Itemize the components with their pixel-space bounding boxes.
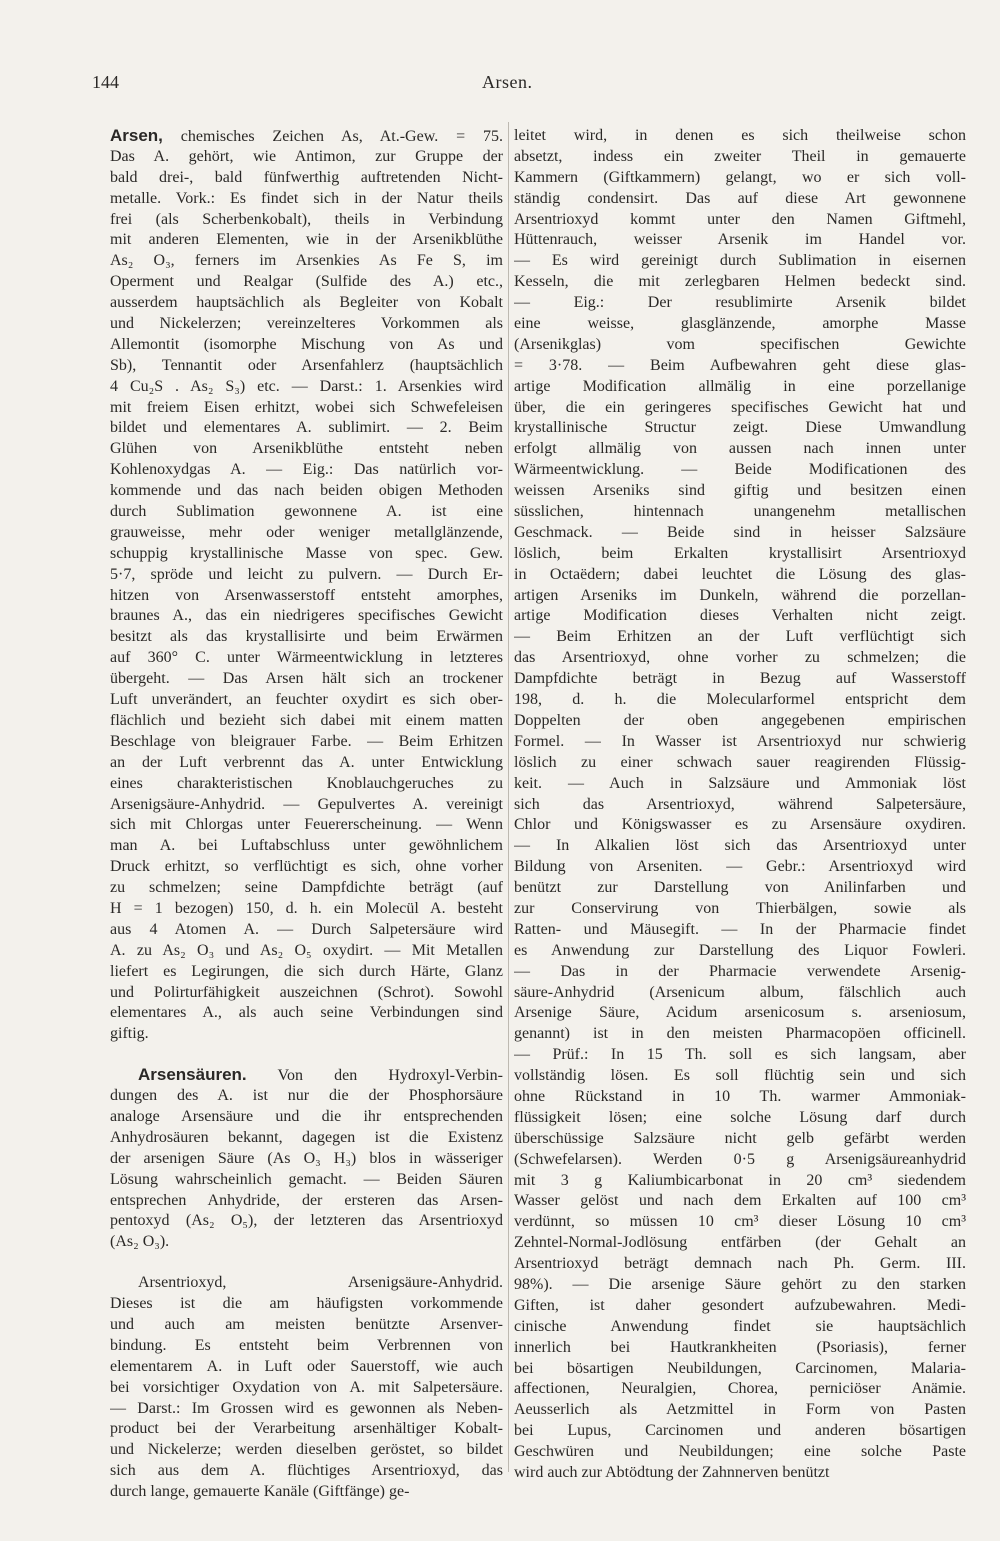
text-line: Das A. gehört, wie Antimon, zur Gruppe der <box>110 147 503 165</box>
text-line <box>110 126 503 147</box>
page-header <box>92 72 960 102</box>
text-line: und auch am meisten benützte Arsenver- <box>110 1315 503 1333</box>
text-line: hitzen von Arsenwasserstoff entsteht amorphes, <box>110 586 503 604</box>
text-line: (Schwefelarsen). Werden 0·5 g Arsenigsäureanhydrid <box>514 1150 966 1168</box>
text-line: flüssigkeit lösen; eine solche Lösung darf durch <box>514 1108 966 1126</box>
text-line: pentoxyd (As₂ O₅), der letzteren das Arsentrioxyd <box>110 1212 503 1230</box>
entry-headword: Arsen, <box>110 126 163 145</box>
text-line: absetzt, indess ein zweiter Theil in gemauerte <box>514 147 966 165</box>
text-line: mit freiem Eisen erhitzt, wobei sich Schwefeleisen <box>110 398 503 416</box>
text-line: weissen Arseniks sind giftig und besitzen einen <box>514 482 966 500</box>
text-line: löslich, beim Erkalten krystallisirt Arsentrioxyd <box>514 544 966 562</box>
text-line: Luft unverändert, an feuchter oxydirt es sich ober- <box>110 691 503 709</box>
entry-arsensaeuren <box>110 1065 503 1253</box>
text-line: Arsenigsäure-Anhydrid. — Gepulvertes A. vereinigt <box>110 795 503 813</box>
text-line: — In Alkalien löst sich das Arsentrioxyd unter <box>514 837 966 855</box>
text-line: As₂ O₃, ferners im Arsenkies As Fe S, im <box>110 252 503 270</box>
text-line: elementarem A. in Luft oder Sauerstoff, wie auch <box>110 1357 503 1375</box>
text-line: Arsentrioxyd kommt unter den Namen Giftmehl, <box>514 210 966 228</box>
text-line: product bei der Verarbeitung arsenhältiger Kobalt- <box>110 1420 503 1438</box>
entry-gap <box>110 1253 503 1273</box>
text-line: erfolgt allmälig von aussen nach innen unter <box>514 440 966 458</box>
text-line: cinische Anwendung findet sie hauptsächlich <box>514 1317 966 1335</box>
text-line: frei (als Scherbenkobalt), theils in Verbindung <box>110 210 503 228</box>
text-line: löslich zu einer schwach sauer reagirenden Flüssig- <box>514 753 966 771</box>
running-head: Arsen. <box>482 72 533 92</box>
text-line: artige Modification allmälig in eine porzellanige <box>514 377 966 395</box>
entry-arsentrioxyd <box>110 1273 503 1503</box>
text-line: schuppig krystallinische Masse von spec. Gew. <box>110 544 503 562</box>
text-line: und Polirturfähigkeit auszeichnen (Schrot). Sowohl <box>110 983 503 1001</box>
text-line: man A. bei Luftabschluss unter gewöhnlichem <box>110 837 503 855</box>
text-line: (Arsenikglas) vom specifischen Gewichte <box>514 335 966 353</box>
text-line: Lösung wahrscheinlich gemacht. — Beiden Säuren <box>110 1170 503 1188</box>
text-line: = 3·78. — Beim Aufbewahren geht diese glas- <box>514 356 966 374</box>
text-line: bei bösartigen Neubildungen, Carcinomen, Malaria- <box>514 1359 966 1377</box>
text-line: giftig. <box>110 1025 149 1043</box>
text-line: ohne Rückstand in 10 Th. warmer Ammoniak- <box>514 1087 966 1105</box>
line-text: chemisches Zeichen As, At.-Gew. = 75. <box>162 128 503 145</box>
text-line: — Das in der Pharmacie verwendete Arsenig- <box>514 962 966 980</box>
text-line: aus 4 Atomen A. — Durch Salpetersäure wird <box>110 920 503 938</box>
text-line: das Arsentrioxyd, ohne vorher zu schmelzen; die <box>514 649 966 667</box>
text-line: ausserdem hauptsächlich als Begleiter von Kobalt <box>110 294 503 312</box>
text-line: sich mit Chlorgas unter Feuererscheinung. — Wenn <box>110 816 503 834</box>
text-line <box>110 1065 503 1086</box>
left-column <box>110 126 503 1503</box>
text-line: überschüssige Salzsäure nicht gelb gefärbt werden <box>514 1129 966 1147</box>
text-line: 4 Cu₂S . As₂ S₃) etc. — Darst.: 1. Arsenkies wird <box>110 377 503 395</box>
text-line: H = 1 bezogen) 150, d. h. ein Molecül A. besteht <box>110 899 503 917</box>
text-line: säure-Anhydrid (Arsenicum album, fälschlich auch <box>514 983 966 1001</box>
text-line: süsslichen, hintennach unangenehm metallischen <box>514 503 966 521</box>
text-line: über, die ein geringeres specifisches Gewicht hat und <box>514 398 966 416</box>
text-line: krystallinische Structur zeigt. Diese Umwandlung <box>514 419 966 437</box>
text-line: A. zu As₂ O₃ und As₂ O₅ oxydirt. — Mit Metallen <box>110 941 503 959</box>
text-line: dungen des A. ist nur die der Phosphorsäure <box>110 1087 503 1105</box>
text-line: Wasser gelöst und nach dem Erkalten auf 100 cm³ <box>514 1192 966 1210</box>
text-line: Geschwüren und Neubildungen; eine solche Paste <box>514 1443 966 1461</box>
text-line: — Eig.: Der resublimirte Arsenik bildet <box>514 294 966 312</box>
text-line: — Es wird gereinigt durch Sublimation in eisernen <box>514 252 966 270</box>
text-line: Chlor und Königswasser es zu Arsensäure oxydiren. <box>514 816 966 834</box>
text-line: und Nickelerzen; vereinzelteres Vorkommen als <box>110 315 503 333</box>
text-line: in Octaëdern; dabei leuchtet die Lösung des glas- <box>514 565 966 583</box>
text-line: elementares A., als auch seine Verbindungen sind <box>110 1004 503 1022</box>
text-line: bei vorsichtiger Oxydation von A. mit Salpetersäure. <box>110 1378 503 1396</box>
text-line: innerlich bei Hautkrankheiten (Psoriasis), ferner <box>514 1338 966 1356</box>
text-line: artigen Arseniks im Dunkeln, während die porzellan- <box>514 586 966 604</box>
text-line: sich das Arsentrioxyd, während Salpetersäure, <box>514 795 966 813</box>
text-line: 98%). — Die arsenige Säure gehört zu den starken <box>514 1275 966 1293</box>
text-line: zur Conservirung von Thierbälgen, sowie als <box>514 899 966 917</box>
entry-gap <box>110 1045 503 1065</box>
text-line: kommende und das nach beiden obigen Methoden <box>110 482 503 500</box>
text-line: eine weisse, glasglänzende, amorphe Masse <box>514 315 966 333</box>
text-line: besitzt als das krystallisirte und beim Erwärmen <box>110 628 503 646</box>
text-line: Glühen von Arsenikblüthe entsteht neben <box>110 440 503 458</box>
text-line: liefert es Legirungen, die sich durch Härte, Glanz <box>110 962 503 980</box>
text-line: — Beim Erhitzen an der Luft verflüchtigt sich <box>514 628 966 646</box>
text-line: benützt zur Darstellung von Anilinfarben und <box>514 879 966 897</box>
text-line: Aeusserlich als Aetzmittel in Form von Pasten <box>514 1401 966 1419</box>
text-line: Wärmeentwicklung. — Beide Modificationen des <box>514 461 966 479</box>
text-line: bald drei-, bald fünfwerthig auftretenden Nicht- <box>110 168 503 186</box>
page-number: 144 <box>92 72 119 92</box>
text-line: — Prüf.: In 15 Th. soll es sich langsam, aber <box>514 1046 966 1064</box>
text-line: analoge Arsensäure und die ihr entsprechenden <box>110 1107 503 1125</box>
text-line: wird auch zur Abtödtung der Zahnnerven benützt <box>514 1464 830 1481</box>
text-line: Sb), Tennantit oder Arsenfahlerz (hauptsächlich <box>110 356 503 374</box>
text-line: grauweisse, mehr oder weniger metallglänzende, <box>110 523 503 541</box>
text-line: Kesseln, die mit zerlegbaren Helmen bedeckt sind. <box>514 273 966 291</box>
column-divider <box>508 122 509 1472</box>
text-line: keit. — Auch in Salzsäure und Ammoniak löst <box>514 774 966 792</box>
text-line: Kohlenoxydgas A. — Eig.: Das natürlich vor- <box>110 461 503 479</box>
right-column-text <box>514 126 966 1484</box>
text-line: übergeht. — Das Arsen hält sich an trockener <box>110 670 503 688</box>
text-line: Zehntel-Normal-Jodlösung entfärben (der Gehalt an <box>514 1234 966 1252</box>
text-line: verdünnt, so müssen 10 cm³ dieser Lösung 10 cm³ <box>514 1213 966 1231</box>
text-line: Dampfdichte beträgt in Bezug auf Wasserstoff <box>514 670 966 688</box>
text-line: Arsentrioxyd beträgt demnach nach Ph. Germ. III. <box>514 1255 966 1273</box>
text-line: Druck erhitzt, so verflüchtigt es sich, ohne vorher <box>110 858 503 876</box>
text-line: Kammern (Giftkammern) gelangt, wo er sich voll- <box>514 168 966 186</box>
text-line: Doppelten der oben angegebenen empirischen <box>514 711 966 729</box>
text-line: an der Luft verbrennt das A. unter Entwicklung <box>110 753 503 771</box>
text-line: bildet und elementares A. sublimirt. — 2. Beim <box>110 419 503 437</box>
text-line: vollständig lösen. Es soll flüchtig sein und sich <box>514 1067 966 1085</box>
text-line: durch lange, gemauerte Kanäle (Giftfänge) ge- <box>110 1483 410 1501</box>
text-line: Geschmack. — Beide sind in heisser Salzsäure <box>514 523 966 541</box>
text-line: (As₂ O₃). <box>110 1233 170 1251</box>
text-line: durch Sublimation gewonnene A. ist eine <box>110 503 503 521</box>
right-column <box>514 126 966 1484</box>
line-text: Von den Hydroxyl-Verbin- <box>246 1067 503 1085</box>
text-line: Ratten- und Mäusegift. — In der Pharmacie findet <box>514 920 966 938</box>
text-line: mit anderen Elementen, wie in der Arsenikblüthe <box>110 231 503 249</box>
text-line: Hüttenrauch, weisser Arsenik im Handel vor. <box>514 231 966 249</box>
text-line: Arsentrioxyd, Arsenigsäure-Anhydrid. <box>138 1274 503 1292</box>
text-line: Allemontit (isomorphe Mischung von As und <box>110 335 503 353</box>
text-line: bindung. Es entsteht beim Verbrennen von <box>110 1336 503 1354</box>
text-line: 198, d. h. die Molecularformel entspricht dem <box>514 691 966 709</box>
text-line: Beschlage von bleigrauer Farbe. — Beim Erhitzen <box>110 732 503 750</box>
text-line: ständig condensirt. Das auf diese Art gewonnene <box>514 189 966 207</box>
text-line: leitet wird, in denen es sich theilweise schon <box>514 127 966 144</box>
text-line: Formel. — In Wasser ist Arsentrioxyd nur schwierig <box>514 732 966 750</box>
text-line: metalle. Vork.: Es findet sich in der Natur theils <box>110 189 503 207</box>
text-line: Dieses ist die am häufigsten vorkommende <box>110 1295 503 1313</box>
text-line: auf 360° C. unter Wärmeentwicklung in letzteres <box>110 649 503 667</box>
text-line: Bildung von Arseniten. — Gebr.: Arsentrioxyd wird <box>514 858 966 876</box>
text-line: Arsenige Säure, Acidum arsenicosum s. arseniosum, <box>514 1004 966 1022</box>
text-line: es Anwendung zur Darstellung des Liquor Fowleri. <box>514 941 966 959</box>
text-line: mit 3 g Kaliumbicarbonat in 20 cm³ siedendem <box>514 1171 966 1189</box>
text-line: sich aus dem A. flüchtiges Arsentrioxyd, das <box>110 1462 503 1480</box>
text-line: flächlich und bezieht sich dabei mit einem matten <box>110 711 503 729</box>
text-line: eines charakteristischen Knoblauchgeruches zu <box>110 774 503 792</box>
text-line: Operment und Realgar (Sulfide des A.) etc., <box>110 273 503 291</box>
text-line: der arsenigen Säure (As O₃ H₃) blos in wässeriger <box>110 1149 503 1167</box>
text-line: zu schmelzen; seine Dampfdichte beträgt (auf <box>110 879 503 897</box>
text-line: 5·7, spröde und leicht zu pulvern. — Durch Er- <box>110 565 503 583</box>
text-line: genannt) ist in den meisten Pharmacopöen officinell. <box>514 1025 966 1043</box>
text-line: und Nickelerze; werden dieselben geröstet, so bildet <box>110 1441 503 1459</box>
entry-arsen <box>110 126 503 1045</box>
text-line: affectionen, Neuralgien, Chorea, perniciöser Anämie. <box>514 1380 966 1398</box>
text-line: bei Lupus, Carcinomen und anderen bösartigen <box>514 1422 966 1440</box>
text-line: entsprechen Anhydride, der ersteren das Arsen- <box>110 1191 503 1209</box>
text-line: Giften, ist daher gesondert aufzubewahren. Medi- <box>514 1296 966 1314</box>
text-line: Anhydrosäuren bekannt, dagegen ist die Existenz <box>110 1128 503 1146</box>
text-line: artige Modification dieses Verhalten nicht zeigt. <box>514 607 966 625</box>
entry-headword: Arsensäuren. <box>138 1065 247 1085</box>
text-line: — Darst.: Im Grossen wird es gewonnen als Neben- <box>110 1399 503 1417</box>
text-line: braunes A., das ein niedrigeres specifisches Gewicht <box>110 607 503 625</box>
